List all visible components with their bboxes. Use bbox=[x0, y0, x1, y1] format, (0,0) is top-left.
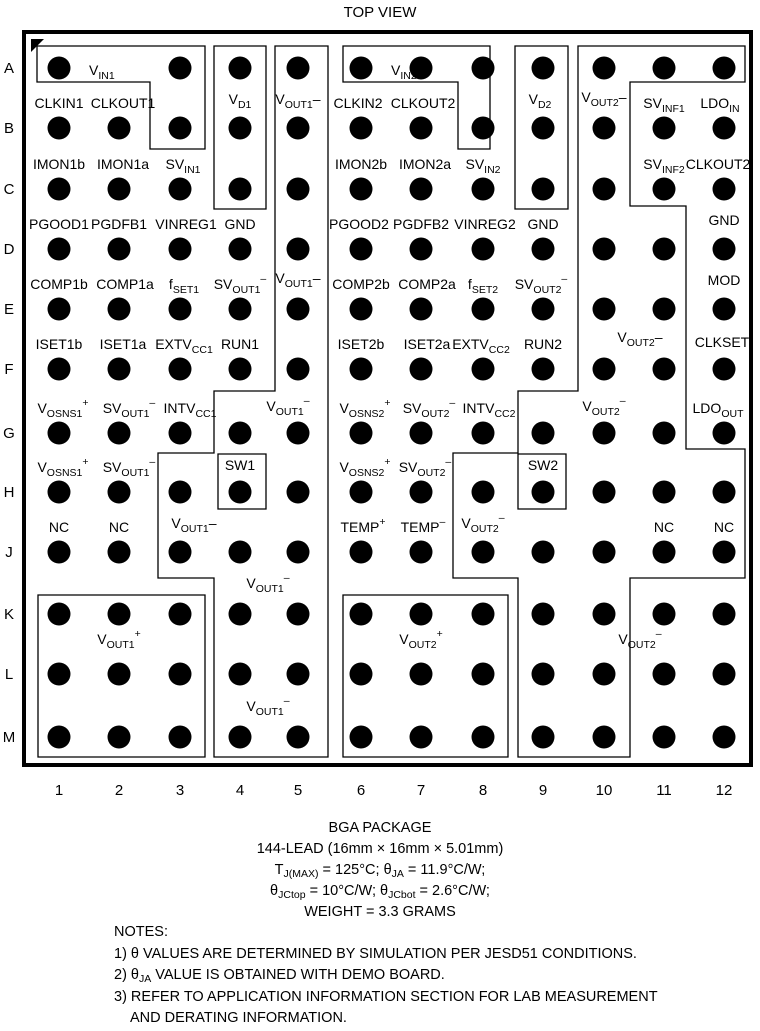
ball-c3 bbox=[169, 178, 192, 201]
col-label-10: 10 bbox=[595, 782, 613, 799]
ball-h11 bbox=[653, 481, 676, 504]
pin-label-nc-j12: NC bbox=[713, 519, 735, 535]
pin-label-svout2-g7: $SV_{OUT2}^-$ bbox=[402, 397, 456, 420]
ball-f2 bbox=[108, 358, 131, 381]
pin-label-imon1b: IMON1b bbox=[32, 156, 86, 172]
package-thermal-2: $\theta_{JCtop} = 10^\circ C/W$; $\theta_{JCbot} = 2.6^\circ C/W$; bbox=[270, 883, 490, 901]
ball-l2 bbox=[108, 663, 131, 686]
ball-g8 bbox=[472, 422, 495, 445]
pin-label-pgdfb2: PGDFB2 bbox=[392, 216, 450, 232]
ball-j12 bbox=[713, 541, 736, 564]
pin-label-vout1-e5: $V_{OUT1}-$ bbox=[275, 270, 321, 290]
pin-label-vout2-plus: $V_{OUT2}^+$ bbox=[399, 628, 443, 651]
pin-label-vout2-j8: $V_{OUT2}^-$ bbox=[461, 512, 505, 535]
package-leads: 144-LEAD (16mm × 16mm × 5.01mm) bbox=[256, 841, 504, 857]
pin-label-comp1b: COMP1b bbox=[30, 276, 88, 292]
ball-k10 bbox=[593, 603, 616, 626]
ball-h5 bbox=[287, 481, 310, 504]
pin-label-nc-j1: NC bbox=[48, 519, 70, 535]
ball-k8 bbox=[472, 603, 495, 626]
pin-label-fset1: $f_{SET1}$ bbox=[168, 276, 200, 296]
ball-f12 bbox=[713, 358, 736, 381]
ball-l11 bbox=[653, 663, 676, 686]
ball-m7 bbox=[410, 726, 433, 749]
col-label-9: 9 bbox=[538, 782, 548, 799]
pin-label-svout2-h7: $SV_{OUT2}^-$ bbox=[398, 456, 452, 479]
ball-e6 bbox=[350, 298, 373, 321]
row-label-f: F bbox=[4, 361, 14, 378]
ball-d5 bbox=[287, 238, 310, 261]
ball-e1 bbox=[48, 298, 71, 321]
ball-c6 bbox=[350, 178, 373, 201]
ball-h3 bbox=[169, 481, 192, 504]
ball-m11 bbox=[653, 726, 676, 749]
row-label-l: L bbox=[4, 666, 14, 683]
ball-a8 bbox=[472, 57, 495, 80]
col-label-12: 12 bbox=[715, 782, 733, 799]
ball-a1 bbox=[48, 57, 71, 80]
ball-f8 bbox=[472, 358, 495, 381]
pin-label-iset1b: ISET1b bbox=[35, 336, 83, 352]
ball-b12 bbox=[713, 117, 736, 140]
row-label-m: M bbox=[2, 729, 16, 746]
package-weight: WEIGHT = 3.3 GRAMS bbox=[304, 904, 456, 920]
ball-e5 bbox=[287, 298, 310, 321]
pin-label-gnd-d12: GND bbox=[708, 212, 740, 228]
ball-d7 bbox=[410, 238, 433, 261]
row-label-e: E bbox=[3, 301, 15, 318]
ball-g4 bbox=[229, 422, 252, 445]
ball-c11 bbox=[653, 178, 676, 201]
ball-e9 bbox=[532, 298, 555, 321]
ball-m9 bbox=[532, 726, 555, 749]
ball-f3 bbox=[169, 358, 192, 381]
row-label-b: B bbox=[3, 120, 15, 137]
ball-l3 bbox=[169, 663, 192, 686]
pin-label-svinf1: $SV_{INF1}$ bbox=[643, 95, 685, 115]
ball-g10 bbox=[593, 422, 616, 445]
ball-d3 bbox=[169, 238, 192, 261]
row-label-k: K bbox=[3, 606, 15, 623]
ball-e12 bbox=[713, 298, 736, 321]
col-label-7: 7 bbox=[416, 782, 426, 799]
column-labels bbox=[55, 782, 733, 799]
ball-e3 bbox=[169, 298, 192, 321]
pin-label-run2: RUN2 bbox=[523, 336, 563, 352]
row-label-h: H bbox=[3, 484, 15, 501]
ball-j7 bbox=[410, 541, 433, 564]
ball-h8 bbox=[472, 481, 495, 504]
ball-l12 bbox=[713, 663, 736, 686]
ball-b3 bbox=[169, 117, 192, 140]
ball-m4 bbox=[229, 726, 252, 749]
ball-l1 bbox=[48, 663, 71, 686]
ball-l9 bbox=[532, 663, 555, 686]
ball-c5 bbox=[287, 178, 310, 201]
col-label-11: 11 bbox=[656, 782, 672, 799]
ball-m10 bbox=[593, 726, 616, 749]
pin-label-imon1a: IMON1a bbox=[96, 156, 150, 172]
pin-label-intvcc1: $INTV_{CC1}$ bbox=[163, 400, 217, 420]
ball-b10 bbox=[593, 117, 616, 140]
ball-c12 bbox=[713, 178, 736, 201]
pin-label-temp-plus: TEMP+ bbox=[340, 516, 386, 535]
ball-g12 bbox=[713, 422, 736, 445]
ball-c1 bbox=[48, 178, 71, 201]
ball-d11 bbox=[653, 238, 676, 261]
ball-m5 bbox=[287, 726, 310, 749]
ball-m1 bbox=[48, 726, 71, 749]
ball-l5 bbox=[287, 663, 310, 686]
ball-b2 bbox=[108, 117, 131, 140]
pin-label-fset2: $f_{SET2}$ bbox=[467, 276, 499, 296]
ball-e8 bbox=[472, 298, 495, 321]
pin-label-ldoin: $LDO_{IN}$ bbox=[700, 95, 740, 115]
ball-j11 bbox=[653, 541, 676, 564]
ball-j2 bbox=[108, 541, 131, 564]
pin-label-vosns2-g: $V_{OSNS2}^+$ bbox=[339, 397, 391, 420]
pin-label-clkout2-b: CLKOUT2 bbox=[390, 95, 456, 111]
pin-label-iset1a: ISET1a bbox=[99, 336, 147, 352]
pin-label-svout2-e9: $SV_{OUT2}^-$ bbox=[514, 273, 568, 296]
ball-a11 bbox=[653, 57, 676, 80]
pin-label-run1: RUN1 bbox=[220, 336, 260, 352]
ball-d8 bbox=[472, 238, 495, 261]
pin-labels bbox=[29, 62, 750, 718]
ball-b7 bbox=[410, 117, 433, 140]
ball-f9 bbox=[532, 358, 555, 381]
ball-g5 bbox=[287, 422, 310, 445]
ball-k5 bbox=[287, 603, 310, 626]
ball-h10 bbox=[593, 481, 616, 504]
pin-label-sw1: SW1 bbox=[224, 457, 256, 473]
pin-label-iset2b: ISET2b bbox=[337, 336, 385, 352]
package-thermal-1: $T_{J(MAX)} = 125^\circ C$; $\theta_{JA} = 11.9^\circ C/W$; bbox=[274, 862, 486, 880]
ball-f4 bbox=[229, 358, 252, 381]
row-label-c: C bbox=[3, 181, 15, 198]
col-label-6: 6 bbox=[356, 782, 366, 799]
pin-label-vout1-g5: $V_{OUT1}^-$ bbox=[266, 395, 310, 418]
pin-label-extvcc1: $EXTV_{CC1}$ bbox=[155, 336, 213, 356]
package-info bbox=[0, 818, 760, 923]
pin-label-vosns2-h: $V_{OSNS2}^+$ bbox=[339, 456, 391, 479]
pin-label-extvcc2: $EXTV_{CC2}$ bbox=[452, 336, 510, 356]
ball-h2 bbox=[108, 481, 131, 504]
ball-g11 bbox=[653, 422, 676, 445]
ball-g6 bbox=[350, 422, 373, 445]
ball-d4 bbox=[229, 238, 252, 261]
ball-h12 bbox=[713, 481, 736, 504]
pin-label-nc-j11: NC bbox=[653, 519, 675, 535]
pin-label-pgdfb1: PGDFB1 bbox=[90, 216, 148, 232]
ball-e2 bbox=[108, 298, 131, 321]
ball-c2 bbox=[108, 178, 131, 201]
pin-label-vout1-k4: $V_{OUT1}^-$ bbox=[246, 572, 290, 595]
pin-label-temp-minus: TEMP– bbox=[400, 516, 446, 535]
ball-a10 bbox=[593, 57, 616, 80]
note-1: 1) θ VALUES ARE DETERMINED BY SIMULATION PER JESD51 CONDITIONS. bbox=[114, 945, 637, 962]
pin-label-svinf2: $SV_{INF2}$ bbox=[643, 156, 685, 176]
ball-d1 bbox=[48, 238, 71, 261]
pin-label-vout1-b5: $V_{OUT1}-$ bbox=[275, 91, 321, 111]
pin-label-vosns1-h: $V_{OSNS1}^+$ bbox=[37, 456, 89, 479]
ball-g2 bbox=[108, 422, 131, 445]
pin-label-mod: MOD bbox=[707, 272, 741, 288]
pin-label-vinreg2: VINREG2 bbox=[454, 216, 516, 232]
ball-c10 bbox=[593, 178, 616, 201]
ball-l6 bbox=[350, 663, 373, 686]
pin-label-iset2a: ISET2a bbox=[403, 336, 451, 352]
ball-m12 bbox=[713, 726, 736, 749]
ball-l8 bbox=[472, 663, 495, 686]
pin-label-vd1: $V_{D1}$ bbox=[228, 91, 252, 111]
ball-d6 bbox=[350, 238, 373, 261]
ball-g7 bbox=[410, 422, 433, 445]
pin-label-clkset: CLKSET bbox=[694, 334, 750, 350]
row-label-a: A bbox=[3, 60, 15, 77]
ball-f7 bbox=[410, 358, 433, 381]
ball-l4 bbox=[229, 663, 252, 686]
pin-label-vin2: $V_{IN2}$ bbox=[391, 62, 417, 82]
row-label-g: G bbox=[3, 425, 15, 442]
pin-label-ldoout: $LDO_{OUT}$ bbox=[692, 400, 744, 420]
ball-e11 bbox=[653, 298, 676, 321]
ball-e7 bbox=[410, 298, 433, 321]
ball-f1 bbox=[48, 358, 71, 381]
pin-label-vd2: $V_{D2}$ bbox=[528, 91, 552, 111]
ball-a6 bbox=[350, 57, 373, 80]
pin-label-vout2-f10: $V_{OUT2}-$ bbox=[617, 329, 663, 349]
ball-e10 bbox=[593, 298, 616, 321]
pin-label-vout1-j3: $V_{OUT1}-$ bbox=[171, 515, 217, 535]
ball-h9 bbox=[532, 481, 555, 504]
ball-d2 bbox=[108, 238, 131, 261]
pin-label-intvcc2: $INTV_{CC2}$ bbox=[462, 400, 516, 420]
ball-k12 bbox=[713, 603, 736, 626]
col-label-4: 4 bbox=[235, 782, 245, 799]
ball-c4 bbox=[229, 178, 252, 201]
ball-c9 bbox=[532, 178, 555, 201]
ball-j4 bbox=[229, 541, 252, 564]
row-label-j: J bbox=[5, 544, 13, 561]
ball-a12 bbox=[713, 57, 736, 80]
col-label-3: 3 bbox=[175, 782, 185, 799]
col-label-5: 5 bbox=[293, 782, 303, 799]
pin-label-vout2-b10: $V_{OUT2}-$ bbox=[581, 89, 627, 109]
ball-j10 bbox=[593, 541, 616, 564]
pin-label-svin1: $SV_{IN1}$ bbox=[165, 156, 201, 176]
ball-h7 bbox=[410, 481, 433, 504]
ball-k2 bbox=[108, 603, 131, 626]
pin-label-comp2a: COMP2a bbox=[398, 276, 456, 292]
pin-label-svout1-g2: $SV_{OUT1}^-$ bbox=[102, 397, 156, 420]
pin-label-clkin1: CLKIN1 bbox=[34, 95, 84, 111]
pin-label-vinreg1: VINREG1 bbox=[155, 216, 217, 232]
ball-b1 bbox=[48, 117, 71, 140]
note-3: 3) REFER TO APPLICATION INFORMATION SECTION FOR LAB MEASUREMENT bbox=[114, 988, 658, 1005]
pin-label-vout1-l4: $V_{OUT1}^-$ bbox=[246, 695, 290, 718]
ball-g1 bbox=[48, 422, 71, 445]
ball-k11 bbox=[653, 603, 676, 626]
ball-e4 bbox=[229, 298, 252, 321]
pin-label-vout2-g10: $V_{OUT2}^-$ bbox=[582, 395, 626, 418]
note-2: 2) $\theta_{JA}$ VALUE IS OBTAINED WITH DEMO BOARD. bbox=[114, 967, 445, 985]
pin-label-gnd-d9: GND bbox=[527, 216, 559, 232]
col-label-1: 1 bbox=[54, 782, 64, 799]
ball-h1 bbox=[48, 481, 71, 504]
ball-b4 bbox=[229, 117, 252, 140]
ball-b8 bbox=[472, 117, 495, 140]
ball-d12 bbox=[713, 238, 736, 261]
ball-j1 bbox=[48, 541, 71, 564]
pin-label-clkin2: CLKIN2 bbox=[333, 95, 383, 111]
pin-label-imon2b: IMON2b bbox=[334, 156, 388, 172]
ball-a9 bbox=[532, 57, 555, 80]
pin-label-vosns1-g: $V_{OSNS1}^+$ bbox=[37, 397, 89, 420]
col-label-2: 2 bbox=[114, 782, 124, 799]
ball-h6 bbox=[350, 481, 373, 504]
ball-l7 bbox=[410, 663, 433, 686]
pin-label-svout1-e4: $SV_{OUT1}^-$ bbox=[213, 273, 267, 296]
note-3-continued: AND DERATING INFORMATION. bbox=[130, 1010, 347, 1026]
pin-label-pgood2: PGOOD2 bbox=[329, 216, 389, 232]
ball-g9 bbox=[532, 422, 555, 445]
ball-j5 bbox=[287, 541, 310, 564]
ball-j8 bbox=[472, 541, 495, 564]
row-label-d: D bbox=[3, 241, 15, 258]
ball-d9 bbox=[532, 238, 555, 261]
ball-b11 bbox=[653, 117, 676, 140]
ball-j9 bbox=[532, 541, 555, 564]
pin-label-imon2a: IMON2a bbox=[398, 156, 452, 172]
ball-k3 bbox=[169, 603, 192, 626]
pin-label-vout2-l: $V_{OUT2}^-$ bbox=[618, 628, 662, 651]
ball-a5 bbox=[287, 57, 310, 80]
pin-label-clkout1: CLKOUT1 bbox=[90, 95, 156, 111]
top-view-title: TOP VIEW bbox=[343, 4, 417, 21]
ball-k9 bbox=[532, 603, 555, 626]
ball-c8 bbox=[472, 178, 495, 201]
ball-l10 bbox=[593, 663, 616, 686]
ball-m3 bbox=[169, 726, 192, 749]
ball-b6 bbox=[350, 117, 373, 140]
pin-label-vin1: $V_{IN1}$ bbox=[89, 62, 115, 82]
ball-k4 bbox=[229, 603, 252, 626]
pin-label-comp1a: COMP1a bbox=[96, 276, 154, 292]
row-labels bbox=[3, 60, 16, 746]
ball-m2 bbox=[108, 726, 131, 749]
ball-k7 bbox=[410, 603, 433, 626]
pin-label-pgood1: PGOOD1 bbox=[29, 216, 89, 232]
ball-m8 bbox=[472, 726, 495, 749]
ball-h4 bbox=[229, 481, 252, 504]
ball-c7 bbox=[410, 178, 433, 201]
pin-label-svin2: $SV_{IN2}$ bbox=[465, 156, 501, 176]
notes bbox=[114, 922, 658, 1030]
ball-k6 bbox=[350, 603, 373, 626]
ball-j6 bbox=[350, 541, 373, 564]
ball-f11 bbox=[653, 358, 676, 381]
ball-a3 bbox=[169, 57, 192, 80]
pin-label-svout1-h2: $SV_{OUT1}^-$ bbox=[102, 456, 156, 479]
ball-m6 bbox=[350, 726, 373, 749]
pin-label-gnd-d4: GND bbox=[224, 216, 256, 232]
ball-b9 bbox=[532, 117, 555, 140]
ball-f10 bbox=[593, 358, 616, 381]
pin-label-nc-j2: NC bbox=[108, 519, 130, 535]
col-label-8: 8 bbox=[478, 782, 488, 799]
ball-b5 bbox=[287, 117, 310, 140]
notes-heading: NOTES: bbox=[114, 924, 168, 940]
pin-label-comp2b: COMP2b bbox=[332, 276, 390, 292]
package-name: BGA PACKAGE bbox=[328, 820, 432, 836]
ball-f5 bbox=[287, 358, 310, 381]
pin-label-clkout2-c: CLKOUT2 bbox=[685, 156, 751, 172]
ball-d10 bbox=[593, 238, 616, 261]
ball-a4 bbox=[229, 57, 252, 80]
pin-label-vout1-plus: $V_{OUT1}^+$ bbox=[97, 628, 141, 651]
ball-j3 bbox=[169, 541, 192, 564]
ball-f6 bbox=[350, 358, 373, 381]
ball-k1 bbox=[48, 603, 71, 626]
pin-label-sw2: SW2 bbox=[527, 457, 559, 473]
ball-g3 bbox=[169, 422, 192, 445]
